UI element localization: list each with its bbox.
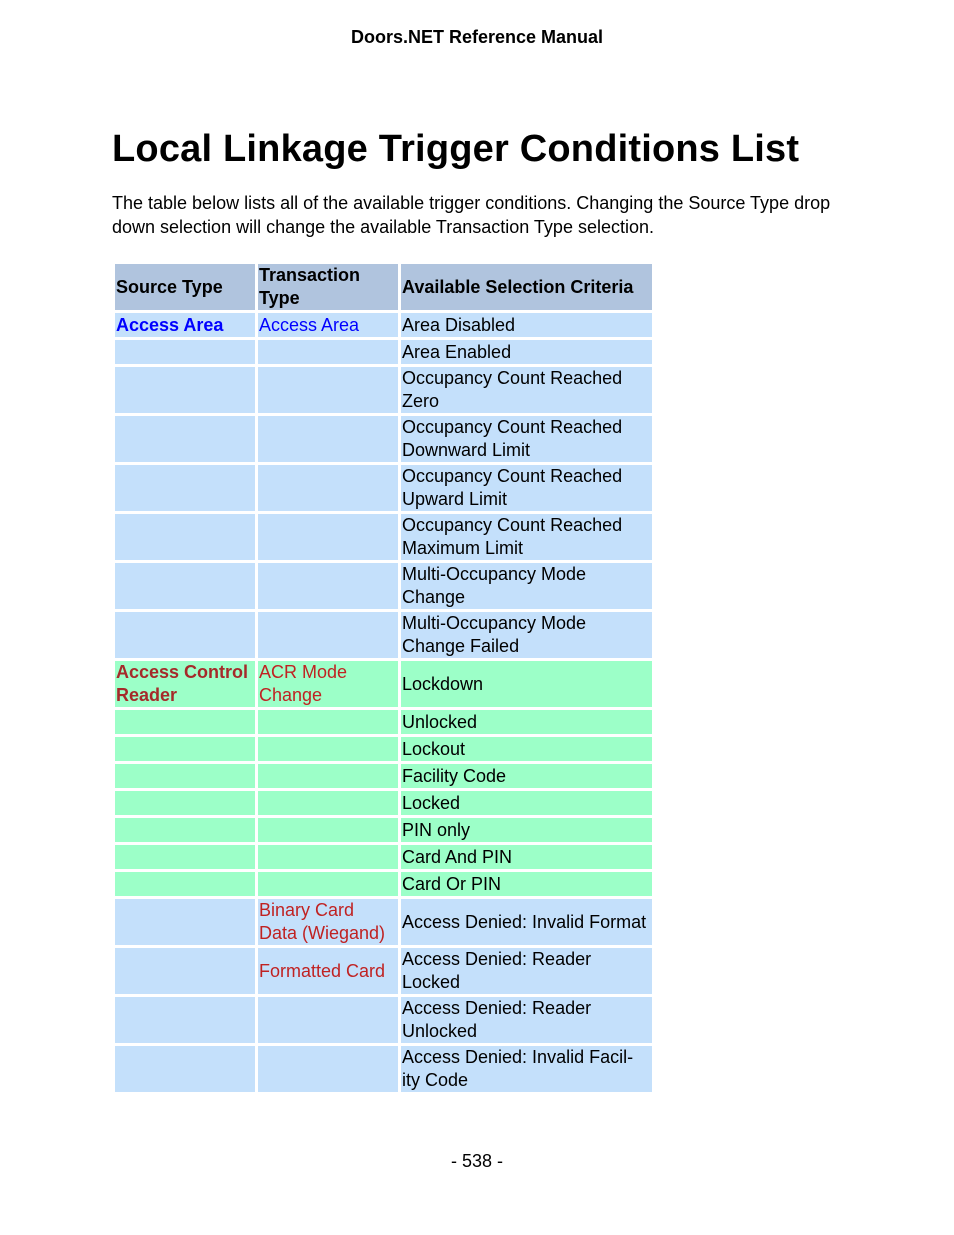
source-type-cell <box>115 872 255 896</box>
table-row <box>115 367 652 413</box>
source-type-cell <box>115 710 255 734</box>
selection-criteria-cell: Occupancy Count Reached Maximum Limit <box>401 514 652 560</box>
table-row <box>115 514 652 560</box>
source-type-cell <box>115 791 255 815</box>
selection-criteria-cell: Facility Code <box>401 764 652 788</box>
column-header-selection-criteria: Available Selection Criteria <box>401 264 652 310</box>
selection-criteria-cell: PIN only <box>401 818 652 842</box>
table-header-row <box>115 264 652 310</box>
selection-criteria-cell: Card Or PIN <box>401 872 652 896</box>
table-row <box>115 416 652 462</box>
table-row <box>115 1046 652 1092</box>
source-type-cell <box>115 612 255 658</box>
source-type-cell <box>115 340 255 364</box>
table-row <box>115 872 652 896</box>
source-type-cell <box>115 563 255 609</box>
transaction-type-cell <box>258 845 398 869</box>
selection-criteria-cell: Area Disabled <box>401 313 652 337</box>
source-type-cell <box>115 899 255 945</box>
transaction-type-cell: Binary Card Data (Wiegand) <box>258 899 398 945</box>
table-row <box>115 948 652 994</box>
page-title: Local Linkage Trigger Conditions List <box>112 128 800 170</box>
source-type-cell <box>115 416 255 462</box>
table-row <box>115 612 652 658</box>
selection-criteria-cell: Access Denied: Reader Unlocked <box>401 997 652 1043</box>
source-type-cell <box>115 737 255 761</box>
table-row <box>115 818 652 842</box>
transaction-type-cell <box>258 563 398 609</box>
selection-criteria-cell: Locked <box>401 791 652 815</box>
table-row <box>115 710 652 734</box>
transaction-type-cell <box>258 764 398 788</box>
table-row <box>115 791 652 815</box>
selection-criteria-cell: Card And PIN <box>401 845 652 869</box>
transaction-type-cell <box>258 737 398 761</box>
trigger-conditions-table <box>112 261 655 1095</box>
transaction-type-cell: Access Area <box>258 313 398 337</box>
transaction-type-cell <box>258 514 398 560</box>
table-row <box>115 465 652 511</box>
selection-criteria-cell: Unlocked <box>401 710 652 734</box>
table-row <box>115 563 652 609</box>
page-number: - 538 - <box>450 1151 504 1171</box>
selection-criteria-cell: Lockout <box>401 737 652 761</box>
selection-criteria-cell: Multi-Occupancy Mode Change <box>401 563 652 609</box>
transaction-type-cell: ACR Mode Change <box>258 661 398 707</box>
running-header: Doors.NET Reference Manual <box>350 27 604 47</box>
transaction-type-cell <box>258 612 398 658</box>
table-body <box>115 313 652 1092</box>
selection-criteria-cell: Occupancy Count Reached Zero <box>401 367 652 413</box>
transaction-type-cell <box>258 367 398 413</box>
table-row <box>115 737 652 761</box>
source-type-cell <box>115 1046 255 1092</box>
selection-criteria-cell: Access Denied: Invalid Facil-ity Code <box>401 1046 652 1092</box>
transaction-type-cell: Formatted Card <box>258 948 398 994</box>
selection-criteria-cell: Area Enabled <box>401 340 652 364</box>
source-type-cell <box>115 764 255 788</box>
source-type-cell <box>115 997 255 1043</box>
transaction-type-cell <box>258 791 398 815</box>
source-type-cell <box>115 465 255 511</box>
table-row <box>115 997 652 1043</box>
selection-criteria-cell: Access Denied: Invalid Format <box>401 899 652 945</box>
selection-criteria-cell: Lockdown <box>401 661 652 707</box>
transaction-type-cell <box>258 416 398 462</box>
selection-criteria-cell: Occupancy Count Reached Upward Limit <box>401 465 652 511</box>
transaction-type-cell <box>258 997 398 1043</box>
source-type-cell <box>115 818 255 842</box>
column-header-source-type: Source Type <box>115 264 255 310</box>
selection-criteria-cell: Access Denied: Reader Locked <box>401 948 652 994</box>
source-type-cell: Access Area <box>115 313 255 337</box>
transaction-type-cell <box>258 340 398 364</box>
source-type-cell <box>115 845 255 869</box>
transaction-type-cell <box>258 872 398 896</box>
table-row <box>115 899 652 945</box>
selection-criteria-cell: Multi-Occupancy Mode Change Failed <box>401 612 652 658</box>
transaction-type-cell <box>258 818 398 842</box>
source-type-cell <box>115 367 255 413</box>
transaction-type-cell <box>258 1046 398 1092</box>
table-row <box>115 661 652 707</box>
source-type-cell <box>115 514 255 560</box>
table-row <box>115 340 652 364</box>
table-row <box>115 764 652 788</box>
column-header-transaction-type: Transaction Type <box>258 264 398 310</box>
table-row <box>115 313 652 337</box>
selection-criteria-cell: Occupancy Count Reached Downward Limit <box>401 416 652 462</box>
source-type-cell: Access Control Reader <box>115 661 255 707</box>
table-row <box>115 845 652 869</box>
intro-paragraph: The table below lists all of the available trigger conditions. Changing the Source Type drop down selection will change the available Transaction Type selection. <box>112 193 831 237</box>
source-type-cell <box>115 948 255 994</box>
transaction-type-cell <box>258 465 398 511</box>
transaction-type-cell <box>258 710 398 734</box>
